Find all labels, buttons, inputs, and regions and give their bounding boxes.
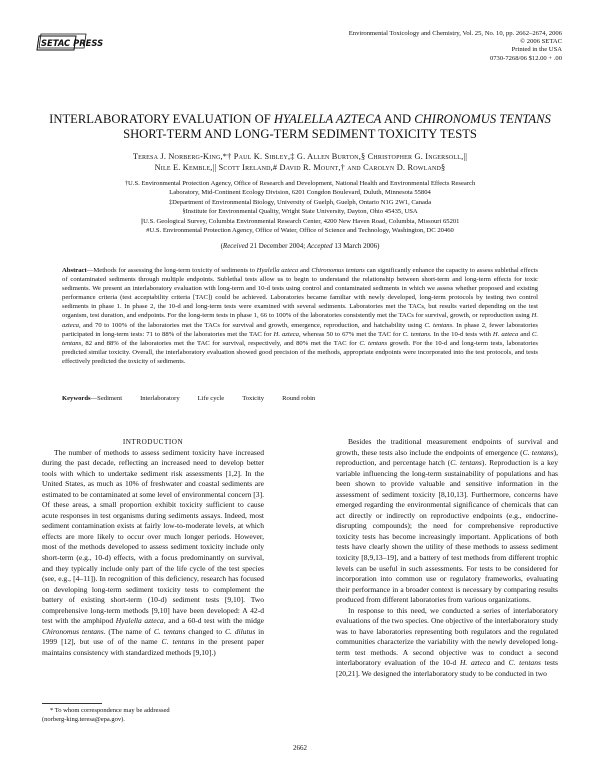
keyword: Interlaboratory — [140, 395, 180, 402]
footnote-rule — [42, 703, 102, 704]
copyright: © 2006 SETAC — [520, 38, 562, 46]
setac-press-logo — [36, 33, 104, 53]
keyword: Life cycle — [197, 395, 225, 402]
right-column — [336, 437, 558, 680]
abstract-label: Abstract — [62, 267, 87, 274]
issn-price: 0730-7268/06 $12.00 + .00 — [489, 54, 562, 62]
author-line: Nile E. Kemble,|| Scott Ireland,# David R. Mount,† and Carolyn D. Rowland§ — [154, 163, 446, 172]
affiliation-line: §Institute for Environmental Quality, Wright State University, Dayton, Ohio 45435, USA — [182, 208, 418, 216]
received-dates: (Received 21 December 2004; Accepted 13 March 2006) — [220, 242, 380, 250]
keywords-label: Keywords — [62, 395, 91, 402]
page-number: 2662 — [293, 744, 307, 752]
footnote-email[interactable]: (norberg-king.teresa@epa.gov). — [42, 715, 125, 723]
journal-citation: Environmental Toxicology and Chemistry, Vol. 25, No. 10, pp. 2662–2674, 2006 — [348, 30, 562, 37]
intro-paragraph: The number of methods to assess sediment toxicity have increased during the past decade, reflecting an increased need to develop better tools with which to undertake sediment risk assessments [1,2]. In the United States, as much as 10% of freshwater and coastal sediments are estimated to be contaminated at some level of environmental concern [3]. Of these areas, a small proportion exhibit toxicity sufficient to cause acute responses in test organisms during sediments assays. Indeed, most sediment contamination exists at fairly low-to-moderate levels, at which effects are more likely to occur over much longer periods. However, most of the methods developed to assess sediment toxicity include only short-term (e.g., 10-d) effects, with a focus predominantly on survival, and they typically include only part of the life cycle of the test species (see, e.g., [4–11]). In recognition of this deficiency, research has focused on developing long-term sediment toxicity tests to complement the battery of existing short-term (10-d) sediment tests [9,10]. Two comprehensive long-term methods [9,10] have been developed: A 42-d test with the amphipod Hyalella azteca, and a 60-d test with the midge Chironomus tentans. (The name of C. tentans changed to C. dilutus in 1999 [12], but use of of the name C. tentans in the present paper maintains consistency with standardized methods [9,10].) — [42, 447, 264, 657]
journal-info — [349, 30, 562, 63]
article-title: INTERLABORATORY EVALUATION OF HYALELLA AZTECA AND CHIRONOMUS TENTANS SHORT-TERM AND LONG-TERM SEDIMENT TOXICITY TESTS — [49, 112, 551, 142]
affiliation-line: #U.S. Environmental Protection Agency, Office of Water, Office of Science and Technology, Washington, DC 20460 — [146, 227, 454, 235]
author-list — [40, 151, 560, 173]
affiliation-line: ||U.S. Geological Survey, Columbia Environmental Research Center, 4200 New Haven Road, Columbia, Missouri 65201 — [140, 217, 460, 225]
left-column — [42, 437, 264, 658]
keyword: Toxicity — [242, 395, 265, 402]
affiliation-line: ‡Department of Environmental Biology, University of Guelph, Guelph, Ontario N1G 2W1, Canada — [168, 198, 432, 206]
footnote-line: * To whom correspondence may be addressed — [50, 707, 170, 714]
affiliation-line: †U.S. Environmental Protection Agency, Office of Research and Development, National Health and Environmental Effects Research — [124, 180, 476, 187]
keyword: Round robin — [282, 395, 316, 402]
keywords: Keywords—Sediment Interlaboratory Life cycle Toxicity Round robin — [62, 395, 316, 402]
logo-text: SETAC PRESS — [41, 38, 104, 48]
printed-in: Printed in the USA — [511, 46, 562, 54]
author-line: Teresa J. Norberg-King,*† Paul K. Sibley,‡ G. Allen Burton,§ Christopher G. Ingersoll,|| — [132, 152, 468, 161]
keyword: Sediment — [97, 395, 123, 402]
abstract: Abstract—Methods for assessing the long-term toxicity of sediments to Hyalella azteca and Chironomus tentans can significantly enhance the capacity to assess sublethal effects of contaminated sediments through multiple endpoints. Sublethal tests allow us to begin to understand the relationship between short-term and long-term effects for toxic sediments. We present an interlaboratory evaluation with long-term and 10-d tests using control and contaminated sediments in which we assess whether proposed and existing performance criteria (test acceptability criteria [TAC]) could be achieved. Laboratories became familiar with newly developed, long-term protocols by testing two control sediments in phase 1. In phase 2, the 10-d and long-term tests were examined with several sediments. Laboratories met the TACs, but results varied depending on the test organism, test duration, and endpoints. For the long-term tests in phase 1, 66 to 100% of the laboratories consistently met the TACs for survival, growth, or reproduction using H. azteca, and 70 to 100% of the laboratories met the TACs for survival and growth, emergence, reproduction, and hatchability using C. tentans. In phase 2, fewer laboratories participated in long-term tests: 71 to 88% of the laboratories met the TAC for H. azteca, whereas 50 to 67% met the TAC for C. tentans. In the 10-d tests with H. azteca and C. tentans, 82 and 88% of the laboratories met the TAC for survival, respectively, and 80% met the TAC for C. tentans growth. For the 10-d and long-term tests, laboratories predicted similar toxicity. Overall, the interlaboratory evaluation showed good precision of the methods, appropriate endpoints were incorporated into the test protocols, and tests effectively predicted the toxicity of sediments. — [62, 267, 538, 365]
section-heading-introduction: INTRODUCTION — [122, 438, 184, 446]
intro-paragraph: In response to this need, we conducted a series of interlaboratory evaluations of the two species. One objective of the interlaboratory study was to have laboratories representing both regulators and the regulated communities characterize the variability with the newly developed long-term test methods. A second objective was to conduct a second interlaboratory evaluation of the 10-d H. azteca and C. tentans tests [20,21]. We designed the interlaboratory study to be conducted in two — [336, 605, 558, 679]
affiliations — [44, 179, 556, 235]
affiliation-line: Laboratory, Mid-Continent Ecology Division, 6201 Congdon Boulevard, Duluth, Minnesota 55804 — [169, 189, 431, 197]
correspondence-footnote — [42, 707, 264, 724]
intro-paragraph: Besides the traditional measurement endpoints of survival and growth, these tests also include the endpoints of emergence (C. tentans), reproduction, and percentage hatch (C. tentans). Reproduction is a key variable influencing the long-term sustainability of populations and has been shown to provide valuable and sensitive information in the assessment of sediment toxicity [8,10,13]. Furthermore, concerns have emerged regarding the environmental significance of chemicals that can act directly or indirectly on reproductive endpoints (e.g., endocrine-disrupting compounds); the need for comprehensive reproductive toxicity tests has become increasingly important. Applications of both tests have clearly shown the utility of these methods to assess sediment toxicity [8,9,13–19], and a battery of test methods from different trophic levels can be useful in such assessments. For tests to be considered for incorporation into common use or regulatory frameworks, evaluating their performance in a broader context is necessary by comparing results produced from different laboratories from various organizations. — [336, 437, 559, 605]
